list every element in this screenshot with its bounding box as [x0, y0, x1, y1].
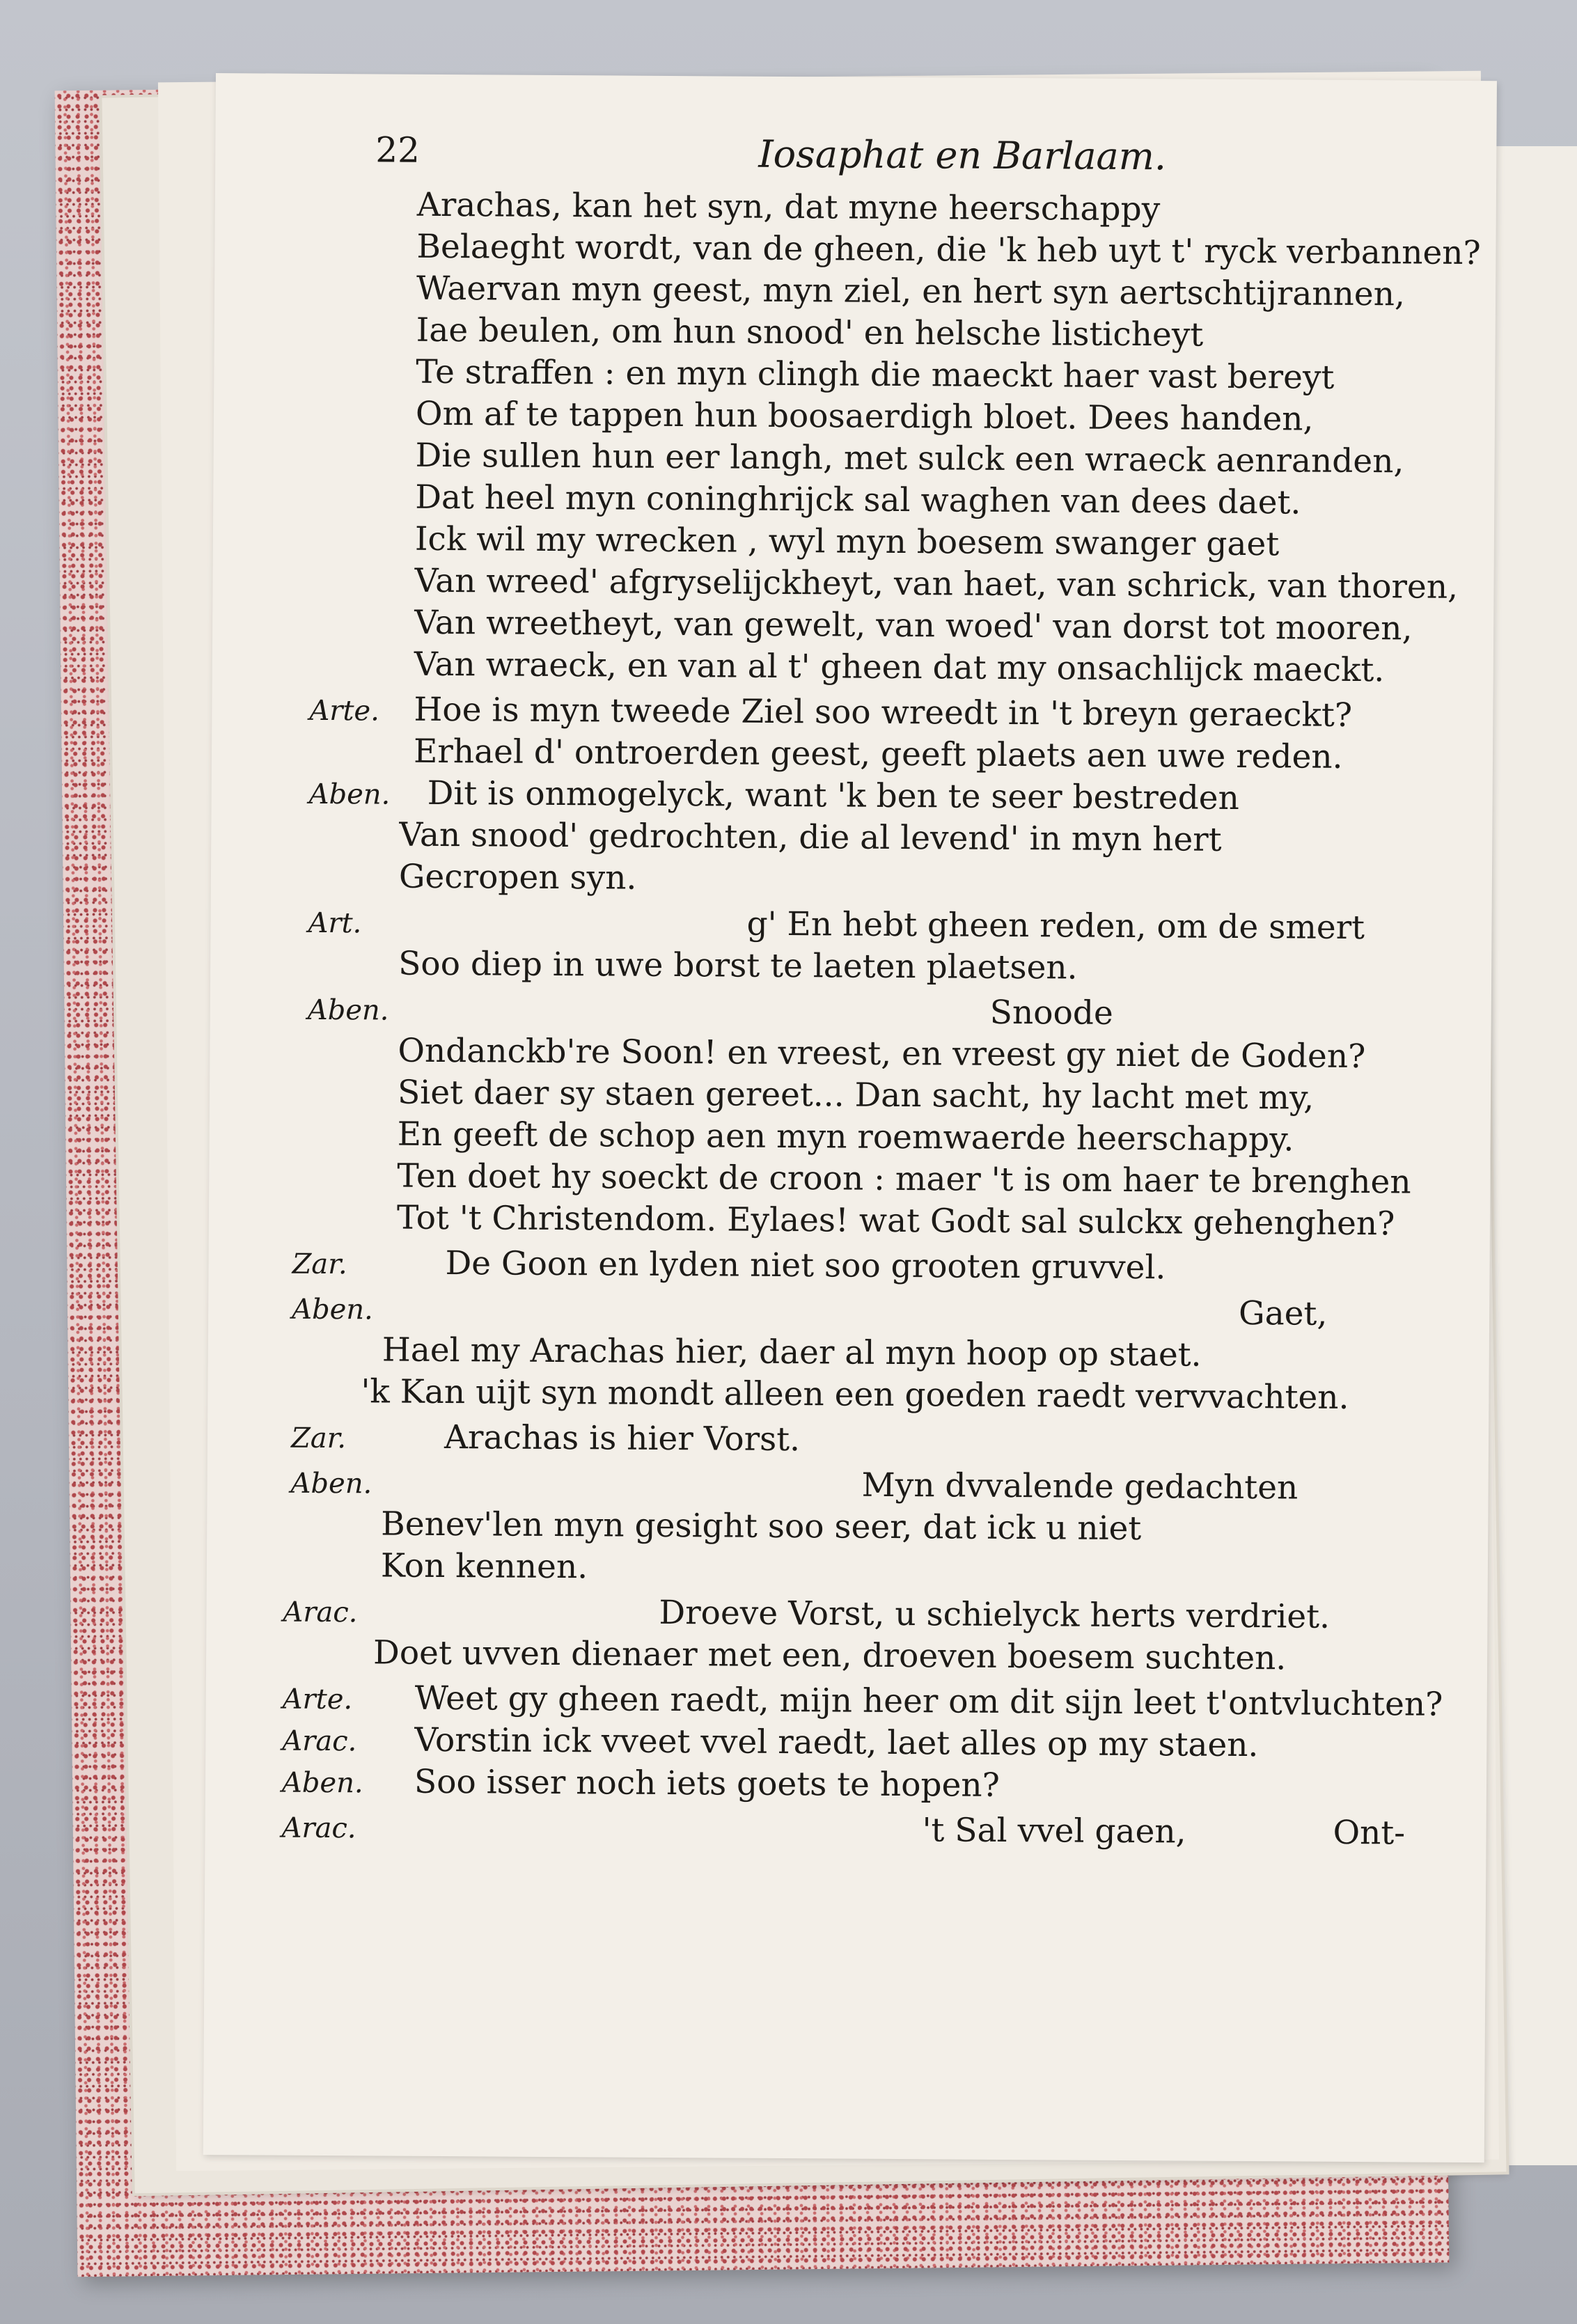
- verse-line: Gecropen syn.: [398, 857, 637, 897]
- verse-line: Belaeght wordt, van de gheen, die 'k heb uyt t' ryck verbannen?: [416, 227, 1481, 273]
- verse-line: Arachas is hier Vorst.: [444, 1418, 801, 1459]
- running-title: Iosaphat en Barlaam.: [758, 132, 1167, 179]
- speaker-label: Arte.: [282, 1683, 353, 1716]
- verse-line: [309, 774, 391, 815]
- verse-line: [282, 1720, 356, 1761]
- page-text: [203, 73, 1497, 2162]
- speaker-label: Art.: [308, 906, 362, 940]
- verse-line: Snoode: [989, 993, 1113, 1033]
- verse-line: Tot 't Christendom. Eylaes! wat Godt sal sulckx gehenghen?: [396, 1198, 1395, 1243]
- verse-line: Dit is onmogelyck, want 'k ben te seer bestreden: [427, 774, 1240, 817]
- verse-line: Weet gy gheen raedt, mijn heer om dit sijn leet t'ontvluchten?: [414, 1679, 1443, 1724]
- verse-line: 'k Kan uijt syn mondt alleen een goeden raedt vervvachten.: [361, 1372, 1349, 1417]
- verse-line: Ick wil my wrecken , wyl myn boesem swanger gaet: [414, 519, 1280, 564]
- verse-line: Van wreed' afgryselijckheyt, van haet, van schrick, van thoren,: [414, 561, 1459, 606]
- verse-line: [292, 1243, 347, 1284]
- verse-line: [309, 690, 379, 731]
- verse-line: Ondanckb're Soon! en vreest, en vreest gy niet de Goden?: [398, 1031, 1366, 1076]
- catchword: Ont-: [1333, 1813, 1406, 1853]
- verse-line: Erhael d' ontroerden geest, geeft plaets aen uwe reden.: [413, 732, 1343, 776]
- verse-line: [291, 1418, 346, 1458]
- speaker-label: Arte.: [309, 694, 380, 728]
- verse-line: 't Sal vvel gaen,: [922, 1811, 1186, 1851]
- speaker-label: Arac.: [283, 1596, 358, 1629]
- verse-line: Siet daer sy staen gereet... Dan sacht, hy lacht met my,: [397, 1073, 1315, 1117]
- verse-line: Soo diep in uwe borst te laeten plaetsen.: [398, 944, 1078, 987]
- verse-line: Gaet,: [1238, 1294, 1328, 1333]
- verse-line: Soo isser noch iets goets te hopen?: [414, 1762, 1001, 1805]
- verse-line: Van wraeck, en van al t' gheen dat my onsachlijck maeckt.: [414, 645, 1385, 690]
- verse-line: Hael my Arachas hier, daer al myn hoop op staet.: [382, 1330, 1202, 1374]
- verse-line: Droeve Vorst, u schielyck herts verdriet.: [659, 1593, 1331, 1636]
- verse-line: En geeft de schop aen myn roemwaerde heerschappy.: [397, 1115, 1294, 1159]
- verse-line: [292, 1289, 373, 1330]
- verse-line: [283, 1679, 353, 1720]
- speaker-label: Aben.: [292, 1293, 373, 1326]
- verse-line: Van snood' gedrochten, die al levend' in myn hert: [399, 815, 1222, 859]
- verse-line: Kon kennen.: [380, 1546, 588, 1587]
- verse-line: Te straffen : en myn clingh die maeckt haer vast bereyt: [416, 352, 1335, 397]
- verse-line: Dat heel myn coninghrijck sal waghen van dees daet.: [415, 478, 1301, 522]
- verse-line: Vorstin ick vveet vvel raedt, laet alles op my staen.: [414, 1720, 1259, 1765]
- book-page: [203, 73, 1497, 2162]
- verse-line: Die sullen hun eer langh, met sulck een wraeck aenranden,: [415, 436, 1404, 481]
- speaker-label: Zar.: [292, 1248, 347, 1281]
- verse-line: [282, 1762, 363, 1803]
- verse-line: [283, 1592, 357, 1633]
- verse-line: [308, 989, 389, 1030]
- speaker-label: Zar.: [290, 1422, 347, 1455]
- verse-line: Ten doet hy soeckt de croon : maer 't is om haer te brenghen: [397, 1156, 1411, 1202]
- verse-line: Waervan myn geest, myn ziel, en hert syn aertschtijrannen,: [416, 269, 1406, 314]
- verse-line: Hoe is myn tweede Ziel soo wreedt in 't breyn geraeckt?: [414, 690, 1353, 735]
- speaker-label: Arac.: [281, 1812, 356, 1845]
- speaker-label: Aben.: [281, 1766, 363, 1800]
- verse-line: Om af te tappen hun boosaerdigh bloet. Dees handen,: [415, 394, 1314, 439]
- verse-line: [308, 902, 361, 943]
- verse-line: Doet uvven dienaer met een, droeven boesem suchten.: [372, 1633, 1287, 1678]
- verse-line: De Goon en lyden niet soo grooten gruvvel.: [445, 1244, 1166, 1287]
- page-number: 22: [375, 129, 421, 171]
- verse-line: [281, 1807, 356, 1848]
- verse-line: Iae beulen, om hun snood' en helsche listicheyt: [416, 311, 1204, 354]
- speaker-label: Aben.: [307, 994, 389, 1027]
- speaker-label: Aben.: [308, 778, 391, 811]
- verse-line: Myn dvvalende gedachten: [861, 1466, 1299, 1507]
- speaker-label: Aben.: [290, 1467, 372, 1500]
- verse-line: Van wreetheyt, van gewelt, van woed' van dorst tot mooren,: [414, 603, 1413, 648]
- verse-line: Benev'len myn gesight soo seer, dat ick u niet: [381, 1505, 1142, 1548]
- verse-line: g' En hebt gheen reden, om de smert: [746, 904, 1365, 948]
- speaker-label: Arac.: [282, 1725, 357, 1758]
- verse-line: [290, 1463, 372, 1504]
- verse-line: Arachas, kan het syn, dat myne heerschappy: [416, 185, 1161, 229]
